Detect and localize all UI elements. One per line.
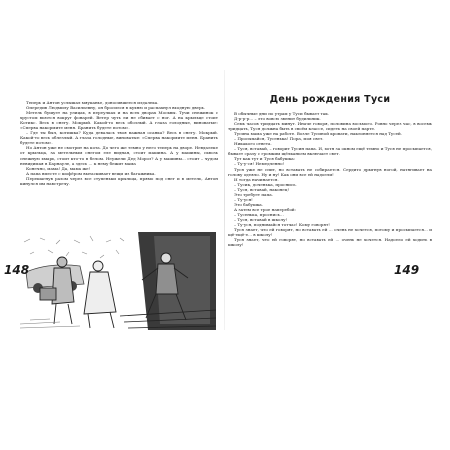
paragraph: – Просыпайся, Тусенька! Пора, моя свет. (234, 136, 324, 142)
paragraph: Перешагнув разом через все ступеньки крыльца, прямо под снег и в метель, Антон кинулся им навстречу. (20, 175, 218, 186)
book-spread (0, 70, 450, 330)
paragraph: – Где ты был, котишка? Куда девалась твоя важная осанка? Весь в снегу. Мокрый. Какой-то весь облезлый. А глаза голодные, виноватые: «Сперва накормите меня. Бранить будете потом». (20, 130, 218, 146)
left-page (14, 70, 224, 330)
paragraph: В обычные дни по утрам у Туси бывает так. (234, 111, 330, 116)
paragraph: Конечно, мама! Да, мама же! (26, 165, 91, 171)
right-page (228, 70, 438, 330)
left-text-block (20, 100, 218, 186)
paragraph: А папа вместе с шофёром вытаскивает вещи из багажника. (26, 170, 156, 176)
paragraph: – Ту-у-ся! Немедленно! (234, 161, 285, 167)
winter-scene-illustration (20, 232, 216, 330)
paragraph: – Тусик, доченька, проснись. (234, 181, 297, 187)
paragraph: Туся знает, что ей говорят, но вставать ей ... очень не хочется, потому и просыпается... и щё-ещё-е... в школу! (228, 227, 432, 238)
paragraph: – Тусенька, проснись... (234, 211, 284, 217)
right-text-block (228, 70, 432, 247)
paragraph: И тогда начинается. (234, 176, 279, 182)
paragraph: Это требует папа. (234, 191, 273, 197)
paragraph: – Ту-уся! (234, 196, 253, 202)
paragraph: А затем все трое наперебой: (234, 206, 297, 212)
paragraph: Но Антон уже не смотрит на кота. До чего же темно у него теперь на дворе. Невдалеке от крыльца, за метельным снегом еле видная, стоит машина. А у машины, сквозь снежную хмарь, стоит кто-то в белом. Неужели Дед Мороз? А у машины... стоит – чудом невидимая в Барнауле, а здесь ... к нему бежит мама (20, 145, 218, 166)
paragraph: Опередив Людмилу Васильевну, он бросился в кухню и распахнул входную дверь. (26, 105, 206, 111)
chapter-title: День рождения Туси (269, 94, 391, 105)
paragraph: Никакого ответа. (234, 141, 272, 147)
paragraph: Семь часов тридцать минут. Иначе говоря, половина восьмого. Ровно через час, в восемь тридцать, Туся должна быть в своём классе, сидеть на своей парте. (228, 121, 432, 132)
paragraph: Тут как тут и Туся бабушка: (234, 156, 296, 162)
paragraph: Д-р-р-р... – это вовсю звенит будильник. (234, 116, 321, 122)
book-gutter (224, 70, 225, 330)
paragraph: Туся знает, что ей говорят, но вставать ей ... очень не хочется. Надоело ей ходить в школу! (228, 237, 432, 248)
paragraph: Метель бушует на улицах, в переулках и на всех дворах Москвы. Тучи снежинок с хрустом вьются вокруг фонарей. Ветер чуть ли не сбивает с ног. А на крыльце стоит Котикс. Весь в снегу. Мокрый. Какой-то весь обозлый. А глаза голодные, виноватые: «Сперва накормите меня. Бранить будете потом». (20, 110, 218, 131)
paragraph: Это бабушка. (234, 201, 264, 207)
page-number-right: 149 (394, 263, 420, 277)
paragraph: Тусина мама уже на работе. Возле Тусиной кровати, наклоняется над Тусей. (234, 131, 403, 137)
paragraph: – Туся, вставай, – говорит Тусин папа. И, хотя за окном ещё темно и Туся не просыпается, бывает сразу с громким щёлканьем включает свет. (228, 146, 432, 157)
paragraph: – Ту-уся, поднимайся тотчас! Кому говорят! (234, 222, 330, 228)
paragraph: – Туся, вставай, наконец! (234, 186, 289, 192)
paragraph: Теперь и Антон услышал мяуканье, доносившееся издалека. (26, 100, 159, 105)
paragraph: – Туся, вставай в школу! (234, 216, 288, 222)
paragraph: Туся уже не спит, но вставать не собирается. Сердито дрыгнув ногой, натягивает на голову одеяло. Ну и ну! Как они все ей надоели! (228, 166, 432, 177)
page-number-left: 148 (4, 263, 30, 277)
